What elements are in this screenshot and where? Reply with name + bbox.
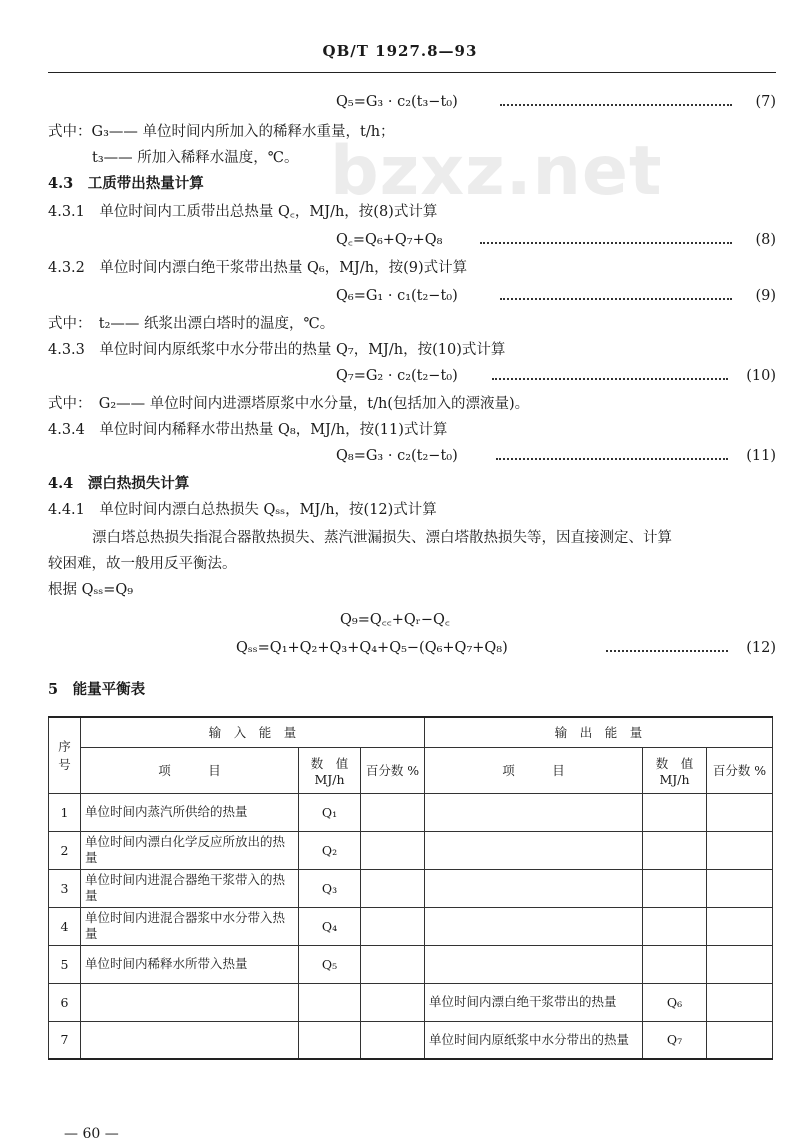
basis-line: 根据 Qₛₛ=Q₉ <box>48 582 134 598</box>
input-item: 单位时间内蒸汽所供给的热量 <box>81 793 299 831</box>
table-row <box>49 831 773 869</box>
output-item: 单位时间内原纸浆中水分带出的热量 <box>425 1021 643 1059</box>
output-percent <box>707 831 773 869</box>
input-percent <box>361 907 425 945</box>
row-number: 2 <box>49 831 81 869</box>
section-4-3-2: 4.3.2 单位时间内漂白绝干浆带出热量 Q₆，MJ/h，按(9)式计算 <box>48 260 468 276</box>
input-percent <box>361 983 425 1021</box>
table-row <box>49 869 773 907</box>
input-item: 单位时间内漂白化学反应所放出的热量 <box>81 831 299 869</box>
input-value: Q₅ <box>299 945 361 983</box>
equation-9: Q₆=G₁ · c₁(t₂−t₀) <box>336 288 458 304</box>
section-5-title: 5 能量平衡表 <box>48 681 146 698</box>
input-item <box>81 1021 299 1059</box>
input-item: 单位时间内稀释水所带入热量 <box>81 945 299 983</box>
row-number: 6 <box>49 983 81 1021</box>
leader-dots <box>500 296 732 300</box>
input-percent <box>361 1021 425 1059</box>
seq-header: 序号 <box>49 717 81 793</box>
header-rule <box>48 72 776 73</box>
where-t2: 式中： t₂—— 纸浆出漂白塔时的温度，℃。 <box>48 316 335 332</box>
output-value: Q₇ <box>643 1021 707 1059</box>
output-percent <box>707 945 773 983</box>
table-row <box>49 907 773 945</box>
input-percent <box>361 945 425 983</box>
input-value: Q₁ <box>299 793 361 831</box>
leader-dots <box>606 648 728 652</box>
row-number: 4 <box>49 907 81 945</box>
equation-q9: Q₉=Q꜀꜀+Qᵣ−Q꜀ <box>340 612 450 628</box>
input-percent <box>361 869 425 907</box>
section-4-4: 4.4 漂白热损失计算 <box>48 475 190 492</box>
leader-dots <box>492 376 728 380</box>
equation-7: Q₅=G₃ · c₂(t₃−t₀) <box>336 94 458 110</box>
input-value: Q₃ <box>299 869 361 907</box>
table-row <box>49 983 773 1021</box>
output-value <box>643 945 707 983</box>
equation-7-number: (7) <box>755 94 776 110</box>
input-value-header: 数 值 MJ/h <box>299 747 361 793</box>
leader-dots <box>480 240 732 244</box>
output-item <box>425 869 643 907</box>
equation-12-number: (12) <box>746 640 776 656</box>
output-item <box>425 793 643 831</box>
output-value <box>643 907 707 945</box>
output-item <box>425 945 643 983</box>
energy-balance-table <box>48 716 773 1060</box>
output-item <box>425 831 643 869</box>
input-item <box>81 983 299 1021</box>
row-number: 7 <box>49 1021 81 1059</box>
leader-dots <box>496 456 728 460</box>
equation-10: Q₇=G₂ · c₂(t₂−t₀) <box>336 368 458 384</box>
equation-9-number: (9) <box>755 288 776 304</box>
equation-11-number: (11) <box>746 448 776 464</box>
where-g2: 式中： G₂—— 单位时间内进漂塔原浆中水分量，t/h(包括加入的漂液量)。 <box>48 396 530 412</box>
leader-dots <box>500 102 732 106</box>
input-percent <box>361 793 425 831</box>
input-value: Q₄ <box>299 907 361 945</box>
where-t3: t₃—— 所加入稀释水温度，℃。 <box>92 150 299 166</box>
equation-11: Q₈=G₃ · c₂(t₂−t₀) <box>336 448 458 464</box>
output-value <box>643 869 707 907</box>
output-value <box>643 831 707 869</box>
input-item: 单位时间内进混合器浆中水分带入热量 <box>81 907 299 945</box>
output-item-header: 项 目 <box>425 747 643 793</box>
page-number: — 60 — <box>64 1126 119 1142</box>
row-number: 3 <box>49 869 81 907</box>
section-4-3: 4.3 工质带出热量计算 <box>48 175 204 192</box>
paragraph-line-2: 较困难，故一般用反平衡法。 <box>48 556 237 572</box>
output-value <box>643 793 707 831</box>
input-percent-header: 百分数 % <box>361 747 425 793</box>
output-percent-header: 百分数 % <box>707 747 773 793</box>
output-energy-header: 输 出 能 量 <box>425 717 773 747</box>
document-code: QB/T 1927.8—93 <box>322 42 478 60</box>
output-percent <box>707 983 773 1021</box>
paragraph-line-1: 漂白塔总热损失指混合器散热损失、蒸汽泄漏损失、漂白塔散热损失等，因直接测定、计算 <box>92 530 672 546</box>
section-4-4-1: 4.4.1 单位时间内漂白总热损失 Qₛₛ，MJ/h，按(12)式计算 <box>48 502 437 518</box>
output-value: Q₆ <box>643 983 707 1021</box>
output-percent <box>707 1021 773 1059</box>
watermark: bzxz.net <box>330 132 663 211</box>
output-percent <box>707 869 773 907</box>
row-number: 5 <box>49 945 81 983</box>
input-value: Q₂ <box>299 831 361 869</box>
output-percent <box>707 907 773 945</box>
equation-8-number: (8) <box>755 232 776 248</box>
where-g3: 式中：G₃—— 单位时间内所加入的稀释水重量，t/h； <box>48 124 395 140</box>
row-number: 1 <box>49 793 81 831</box>
input-value <box>299 1021 361 1059</box>
section-4-3-3: 4.3.3 单位时间内原纸浆中水分带出的热量 Q₇，MJ/h，按(10)式计算 <box>48 342 506 358</box>
equation-8: Q꜀=Q₆+Q₇+Q₈ <box>336 232 443 248</box>
equation-10-number: (10) <box>746 368 776 384</box>
section-4-3-4: 4.3.4 单位时间内稀释水带出热量 Q₈，MJ/h，按(11)式计算 <box>48 422 448 438</box>
input-item: 单位时间内进混合器绝干浆带入的热量 <box>81 869 299 907</box>
output-item: 单位时间内漂白绝干浆带出的热量 <box>425 983 643 1021</box>
output-value-header: 数 值 MJ/h <box>643 747 707 793</box>
input-percent <box>361 831 425 869</box>
output-percent <box>707 793 773 831</box>
equation-12: Qₛₛ=Q₁+Q₂+Q₃+Q₄+Q₅−(Q₆+Q₇+Q₈) <box>236 640 508 656</box>
input-value <box>299 983 361 1021</box>
table-row <box>49 945 773 983</box>
input-energy-header: 输 入 能 量 <box>81 717 425 747</box>
table-row <box>49 793 773 831</box>
table-row <box>49 1021 773 1059</box>
input-item-header: 项 目 <box>81 747 299 793</box>
section-4-3-1: 4.3.1 单位时间内工质带出总热量 Q꜀，MJ/h，按(8)式计算 <box>48 204 438 220</box>
output-item <box>425 907 643 945</box>
